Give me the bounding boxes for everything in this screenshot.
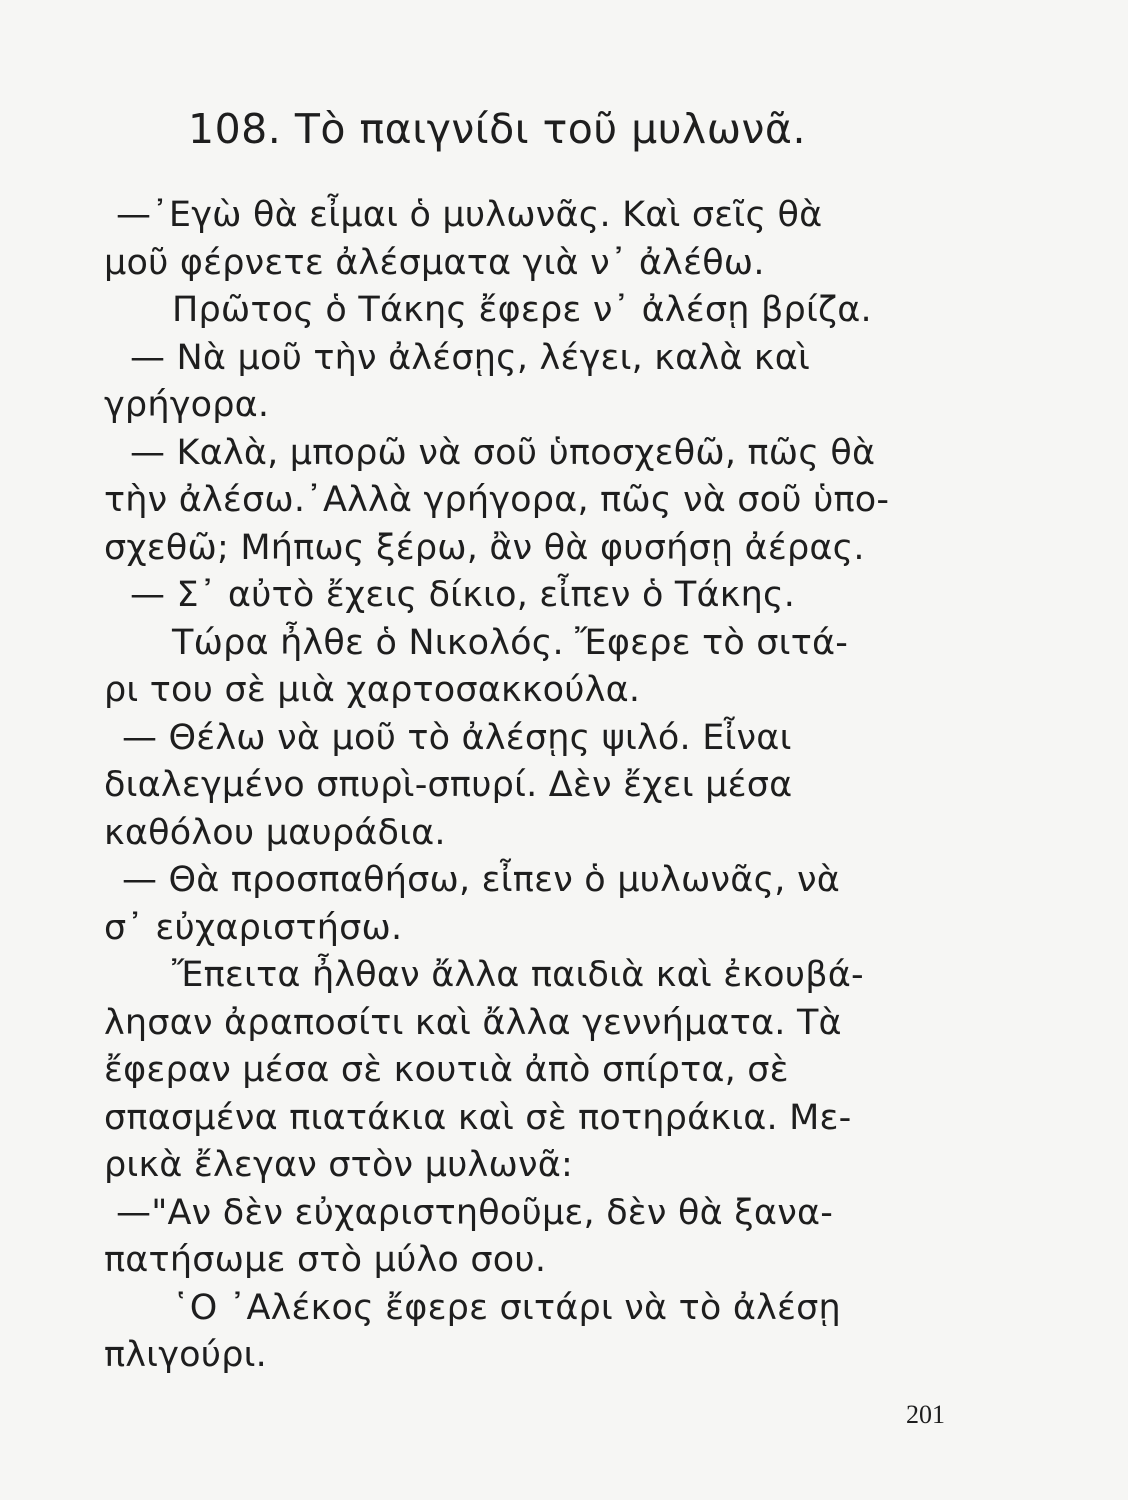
text-line: μοῦ φέρνετε ἀλέσματα γιὰ ν᾿ ἀλέθω. <box>104 242 765 283</box>
text-line: Πρῶτος ὁ Τάκης ἔφερε ν᾿ ἀλέσῃ βρίζα. <box>172 290 872 330</box>
text-line: ῾Ο ᾿Αλέκος ἔφερε σιτάρι νὰ τὸ ἀλέσῃ <box>172 1287 841 1328</box>
text-line: καθόλου μαυράδια. <box>104 812 446 853</box>
text-line: πλιγούρι. <box>104 1335 267 1375</box>
text-line: σ᾿ εὐχαριστήσω. <box>104 907 403 948</box>
page-number: 201 <box>906 1400 945 1429</box>
text-line: — Σ᾿ αὐτὸ ἔχεις δίκιο, εἶπεν ὁ Τάκης. <box>130 575 796 615</box>
text-line: Ἔπειτα ἦλθαν ἄλλα παιδιὰ καὶ ἐκουβά- <box>172 955 864 995</box>
text-line: πατήσωμε στὸ μύλο σου. <box>104 1240 547 1280</box>
text-line: σχεθῶ; Μήπως ξέρω, ἂν θὰ φυσήσῃ ἀέρας. <box>104 527 865 568</box>
text-line: ρι του σὲ μιὰ χαρτοσακκούλα. <box>104 670 641 710</box>
text-line: λησαν ἀραποσίτι καὶ ἄλλα γεννήματα. Τὰ <box>104 1002 842 1043</box>
text-line: ρικὰ ἔλεγαν στὸν μυλωνᾶ: <box>104 1145 573 1185</box>
section-title: 108. Τὸ παιγνίδι τοῦ μυλωνᾶ. <box>188 105 806 153</box>
text-line: —"Αν δὲν εὐχαριστηθοῦμε, δὲν θὰ ξανα- <box>116 1192 834 1233</box>
text-line: —᾿Εγὼ θὰ εἶμαι ὁ μυλωνᾶς. Καὶ σεῖς θὰ <box>116 195 823 235</box>
text-line: Τώρα ἦλθε ὁ Νικολός. Ἔφερε τὸ σιτά- <box>172 622 849 663</box>
text-line: γρήγορα. <box>104 385 270 425</box>
text-line: — Νὰ μοῦ τὴν ἀλέσῃς, λέγει, καλὰ καὶ <box>130 337 811 378</box>
text-line: — Καλὰ, μπορῶ νὰ σοῦ ὑποσχεθῶ, πῶς θὰ <box>130 432 876 473</box>
body-text <box>104 192 964 1380</box>
text-line: τὴν ἀλέσω.᾿Αλλὰ γρήγορα, πῶς νὰ σοῦ ὑπο- <box>104 480 890 520</box>
text-line: σπασμένα πιατάκια καὶ σὲ ποτηράκια. Με- <box>104 1097 852 1138</box>
text-line: διαλεγμένο σπυρὶ-σπυρί. Δὲν ἔχει μέσα <box>104 765 793 805</box>
text-line: — Θὰ προσπαθήσω, εἶπεν ὁ μυλωνᾶς, νὰ <box>122 860 840 900</box>
text-line: ἔφεραν μέσα σὲ κουτιὰ ἀπὸ σπίρτα, σὲ <box>104 1050 789 1090</box>
text-line: — Θέλω νὰ μοῦ τὸ ἀλέσῃς ψιλό. Εἶναι <box>122 717 792 758</box>
